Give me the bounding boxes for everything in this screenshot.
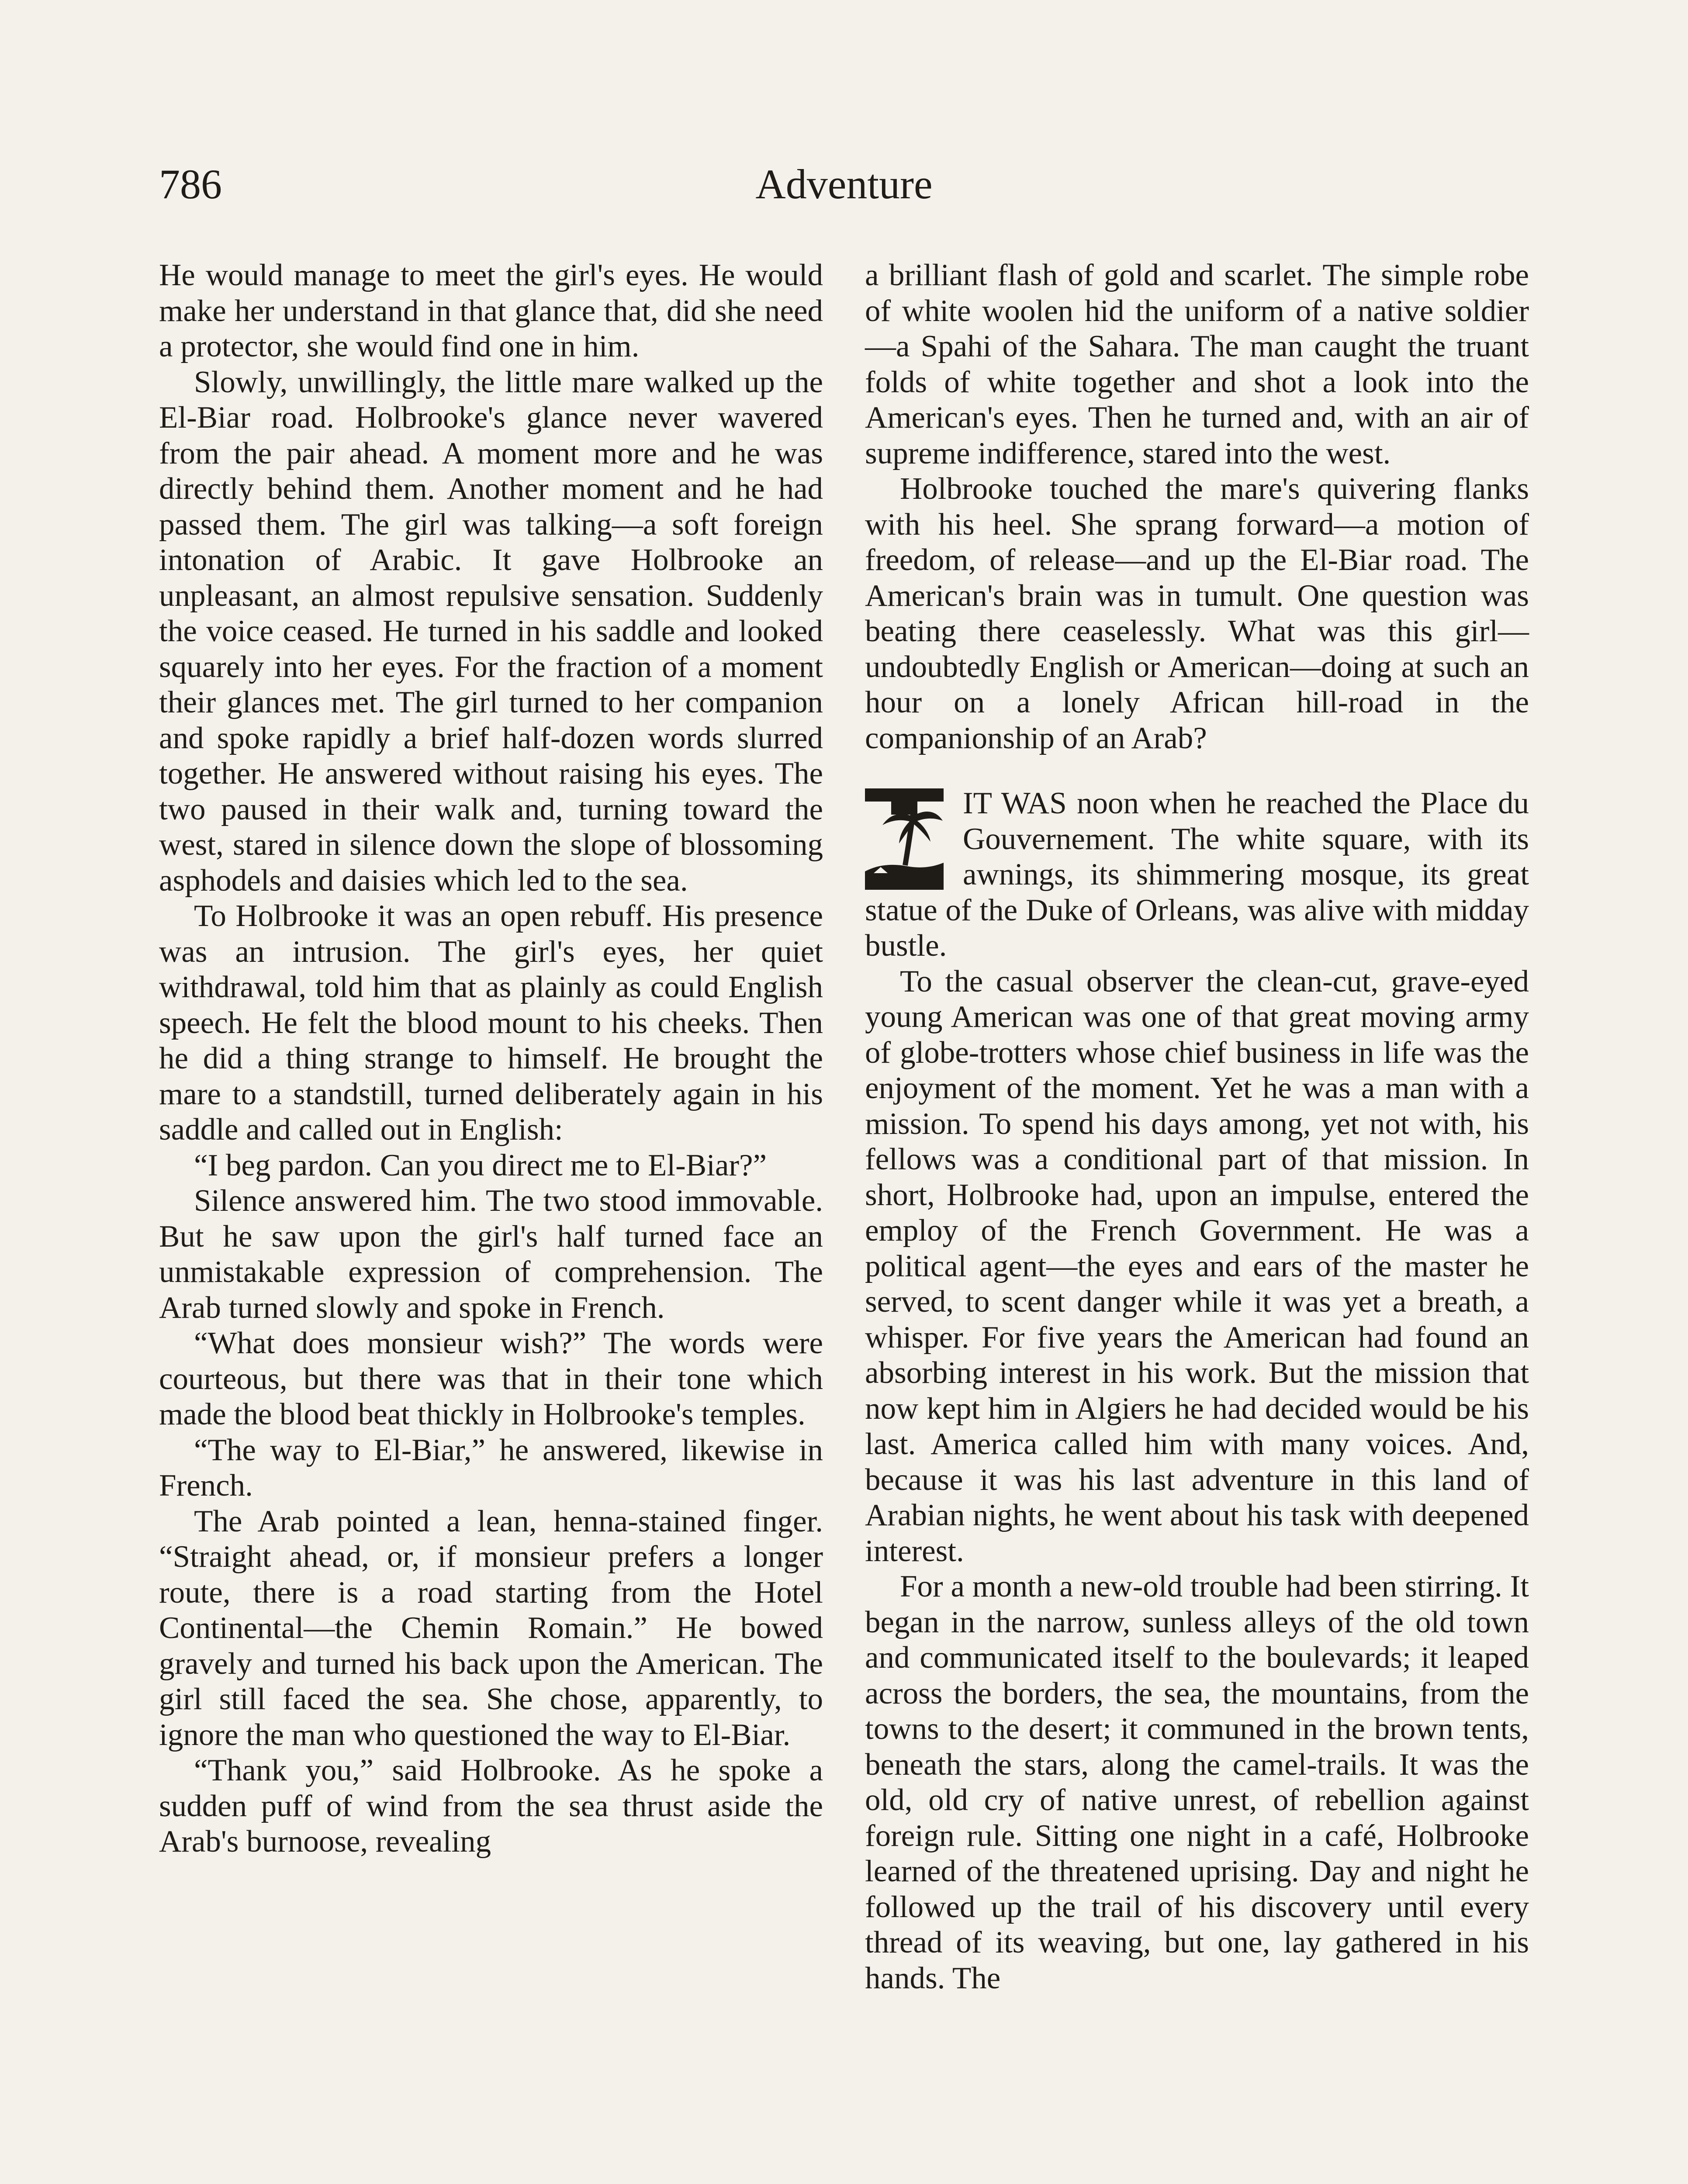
left-column: [159, 258, 823, 1860]
paragraph: To Holbrooke it was an open rebuff. His presence was an intrusion. The girl's eyes, her quiet withdrawal, told him that as plainly as could English speech. He felt the blood mount to his cheeks. Then he did a thing strange to himself. He brought the mare to a standstill, turned deliberately again in his saddle and called out in English:: [159, 899, 823, 1147]
section-start-paragraph: [865, 786, 1529, 964]
paragraph: a brilliant flash of gold and scarlet. The simple robe of white woolen hid the uniform of a native soldier—a Spahi of the Sahara. The man caught the truant folds of white together and shot a look into the American's eyes. Then he turned and, with an air of supreme indifference, stared into the west.: [865, 258, 1529, 470]
paragraph: For a month a new-old trouble had been stirring. It began in the narrow, sunless alleys of the old town and communicated itself to the boulevards; it leaped across the borders, the sea, the mountains, from the towns to the desert; it communed in the brown tents, beneath the stars, along the camel-trails. It was the old, old cry of native unrest, of rebellion against foreign rule. Sitting one night in a café, Holbrooke learned of the threatened uprising. Day and night he followed up the trail of his discovery until every thread of its weaving, but one, lay gathered in his hands. The: [865, 1569, 1529, 1995]
paragraph: Silence answered him. The two stood immovable. But he saw upon the girl's half turned face an unmistakable expression of comprehension. The Arab turned slowly and spoke in French.: [159, 1184, 823, 1325]
palm-tree-vignette-icon: [865, 788, 944, 890]
paragraph: “I beg pardon. Can you direct me to El-Biar?”: [194, 1148, 767, 1182]
paragraph: Slowly, unwillingly, the little mare walked up the El-Biar road. Holbrooke's glance never wavered from the pair ahead. A moment more and he was directly behind them. Another moment and he had passed them. The girl was talking—a soft foreign intonation of Arabic. It gave Holbrooke an unpleasant, an almost repulsive sensation. Suddenly the voice ceased. He turned in his saddle and looked squarely into her eyes. For the fraction of a moment their glances met. The girl turned to her companion and spoke rapidly a brief half-dozen words slurred together. He answered without raising his eyes. The two paused in their walk and, turning toward the west, stared in silence down the slope of blossoming asphodels and daisies which led to the sea.: [159, 365, 823, 898]
paragraph: “Thank you,” said Holbrooke. As he spoke a sudden puff of wind from the sea thrust aside the Arab's burnoose, revealing: [159, 1753, 823, 1859]
right-column: [865, 258, 1529, 1996]
paragraph: Holbrooke touched the mare's quivering flanks with his heel. She sprang forward—a motion of freedom, of release—and up the El-Biar road. The American's brain was in tumult. One question was beating there ceaselessly. What was this girl—undoubtedly English or American—doing at such an hour on a lonely African hill-road in the companionship of an Arab?: [865, 472, 1529, 755]
running-head-title: Adventure: [755, 161, 933, 207]
page-number: 786: [159, 161, 222, 207]
paragraph: The Arab pointed a lean, henna-stained finger. “Straight ahead, or, if monsieur prefers a longer route, there is a road starting from the Hotel Continental—the Chemin Romain.” He bowed gravely and turned his back upon the American. The girl still faced the sea. She chose, apparently, to ignore the man who questioned the way to El-Biar.: [159, 1504, 823, 1752]
paragraph: He would manage to meet the girl's eyes. He would make her understand in that glance that, did she need a protector, she would find one in him.: [159, 258, 823, 363]
paragraph: “The way to El-Biar,” he answered, likewise in French.: [159, 1433, 823, 1503]
paragraph: To the casual observer the clean-cut, grave-eyed young American was one of that great moving army of globe-trotters whose chief business in life was the enjoyment of the moment. Yet he was a man with a mission. To spend his days among, yet not with, his fellows was a conditional part of that mission. In short, Holbrooke had, upon an impulse, entered the employ of the French Government. He was a political agent—the eyes and ears of the master he served, to scent danger while it was yet a breath, a whisper. For five years the American had found an absorbing interest in his work. But the mission that now kept him in Algiers he had decided would be his last. America called him with many voices. And, because it was his last adventure in this land of Arabian nights, he went about his task with deepened interest.: [865, 964, 1529, 1568]
section-start-text: IT WAS noon when he reached the Place du Gouvernement. The white square, with its awnings, its shimmering mosque, its great statue of the Duke of Orleans, was alive with midday bustle.: [865, 786, 1529, 963]
paragraph: “What does monsieur wish?” The words were courteous, but there was that in their tone which made the blood beat thickly in Holbrooke's temples.: [159, 1326, 823, 1431]
